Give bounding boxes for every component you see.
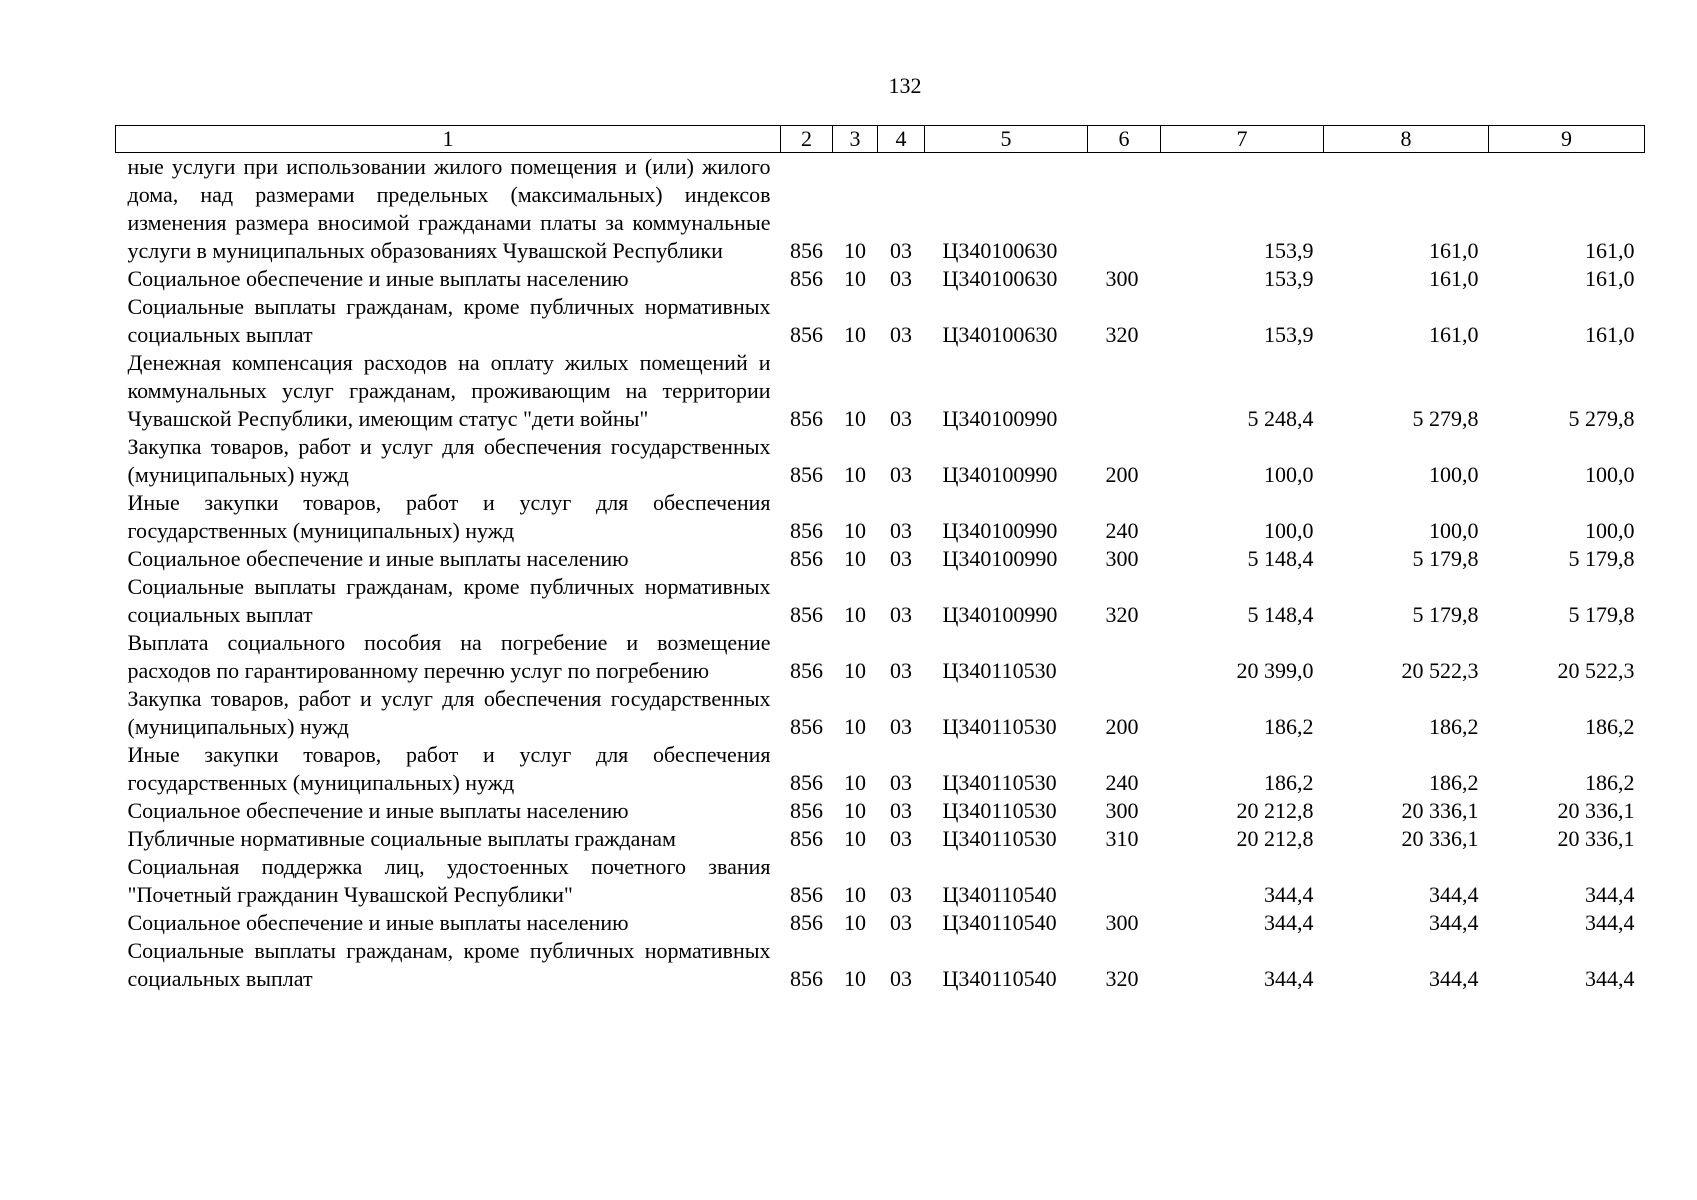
table-row xyxy=(116,433,1645,489)
cell-amount-col8: 344,4 xyxy=(1429,882,1479,907)
cell-amount-col7: 186,2 xyxy=(1264,770,1314,795)
cell-grbs: 856 xyxy=(790,266,823,291)
cell-grbs: 856 xyxy=(790,602,823,627)
budget-table xyxy=(115,125,1645,993)
cell-expense-type xyxy=(1088,629,1161,685)
cell-target-code: Ц340100990 xyxy=(942,518,1058,543)
cell-target-code: Ц340110540 xyxy=(942,966,1057,991)
cell-amount-col8: 5 279,8 xyxy=(1412,406,1479,431)
header-row xyxy=(116,126,1645,153)
cell-grbs: 856 xyxy=(790,770,823,795)
cell-subsection: 03 xyxy=(890,266,912,291)
header-col-6: 6 xyxy=(1088,126,1161,153)
cell-subsection: 03 xyxy=(890,546,912,571)
header-col-3: 3 xyxy=(833,126,878,153)
cell-amount-col7: 100,0 xyxy=(1264,518,1314,543)
cell-amount-col7: 186,2 xyxy=(1264,714,1314,739)
header-col-5: 5 xyxy=(925,126,1088,153)
cell-grbs: 856 xyxy=(790,546,823,571)
cell-amount-col9: 186,2 xyxy=(1585,770,1635,795)
cell-target-code: Ц340100990 xyxy=(942,462,1058,487)
cell-section: 10 xyxy=(844,658,866,683)
cell-expense-type: 300 xyxy=(1105,546,1139,571)
cell-name: Денежная компенсация расходов на оплату жилых помещений и коммунальных услуг гражданам, проживающим на территории Чувашской Республики, имеющим статус "дети войны" xyxy=(127,350,771,431)
cell-section: 10 xyxy=(844,322,866,347)
cell-target-code: Ц340110530 xyxy=(942,714,1057,739)
cell-amount-col8: 20 522,3 xyxy=(1401,658,1479,683)
cell-grbs: 856 xyxy=(790,238,823,263)
cell-name: Иные закупки товаров, работ и услуг для обеспечения государственных (муниципальных) нужд xyxy=(127,742,771,795)
table-row xyxy=(116,573,1645,629)
cell-section: 10 xyxy=(844,826,866,851)
cell-subsection: 03 xyxy=(890,238,912,263)
cell-amount-col8: 100,0 xyxy=(1429,462,1479,487)
cell-subsection: 03 xyxy=(890,826,912,851)
cell-grbs: 856 xyxy=(790,910,823,935)
cell-subsection: 03 xyxy=(890,518,912,543)
cell-amount-col7: 20 212,8 xyxy=(1236,826,1314,851)
cell-amount-col9: 20 522,3 xyxy=(1557,658,1635,683)
cell-subsection: 03 xyxy=(890,966,912,991)
cell-name: Выплата социального пособия на погребение и возмещение расходов по гарантированному перечню услуг по погребению xyxy=(127,630,771,683)
cell-amount-col8: 100,0 xyxy=(1429,518,1479,543)
cell-amount-col8: 186,2 xyxy=(1429,770,1479,795)
table-row xyxy=(116,853,1645,909)
cell-amount-col7: 153,9 xyxy=(1264,238,1314,263)
cell-amount-col7: 344,4 xyxy=(1264,910,1314,935)
header-col-8: 8 xyxy=(1324,126,1489,153)
table-row xyxy=(116,937,1645,993)
cell-expense-type: 240 xyxy=(1105,518,1139,543)
cell-name: Социальное обеспечение и иные выплаты населению xyxy=(127,798,629,823)
cell-section: 10 xyxy=(844,462,866,487)
cell-amount-col9: 161,0 xyxy=(1585,238,1635,263)
table-row xyxy=(116,545,1645,573)
cell-subsection: 03 xyxy=(890,462,912,487)
cell-subsection: 03 xyxy=(890,910,912,935)
cell-amount-col9: 20 336,1 xyxy=(1557,826,1635,851)
cell-amount-col9: 186,2 xyxy=(1585,714,1635,739)
table-row xyxy=(116,797,1645,825)
cell-target-code: Ц340100630 xyxy=(942,322,1058,347)
cell-target-code: Ц340110530 xyxy=(942,658,1057,683)
cell-amount-col8: 344,4 xyxy=(1429,910,1479,935)
cell-amount-col8: 5 179,8 xyxy=(1412,546,1479,571)
table-row xyxy=(116,741,1645,797)
cell-name: Закупка товаров, работ и услуг для обеспечения государственных (муниципальных) нужд xyxy=(127,434,771,487)
cell-section: 10 xyxy=(844,882,866,907)
cell-grbs: 856 xyxy=(790,462,823,487)
cell-amount-col9: 5 179,8 xyxy=(1568,602,1635,627)
cell-amount-col7: 344,4 xyxy=(1264,966,1314,991)
cell-target-code: Ц340100990 xyxy=(942,602,1058,627)
cell-name: Социальное обеспечение и иные выплаты населению xyxy=(127,546,629,571)
table-row xyxy=(116,685,1645,741)
cell-name: Социальные выплаты гражданам, кроме публичных нормативных социальных выплат xyxy=(127,574,771,627)
cell-target-code: Ц340100630 xyxy=(942,266,1058,291)
cell-expense-type: 320 xyxy=(1105,966,1139,991)
cell-amount-col9: 20 336,1 xyxy=(1557,798,1635,823)
cell-section: 10 xyxy=(844,406,866,431)
cell-expense-type: 310 xyxy=(1105,826,1139,851)
cell-amount-col8: 186,2 xyxy=(1429,714,1479,739)
cell-expense-type xyxy=(1088,853,1161,909)
header-col-7: 7 xyxy=(1161,126,1324,153)
cell-target-code: Ц340100990 xyxy=(942,406,1058,431)
cell-amount-col8: 161,0 xyxy=(1429,266,1479,291)
cell-amount-col7: 5 148,4 xyxy=(1247,546,1314,571)
cell-expense-type: 300 xyxy=(1105,266,1139,291)
table-row xyxy=(116,349,1645,433)
page-number: 132 xyxy=(888,73,922,98)
cell-section: 10 xyxy=(844,546,866,571)
cell-grbs: 856 xyxy=(790,714,823,739)
cell-amount-col7: 153,9 xyxy=(1264,322,1314,347)
cell-amount-col9: 5 179,8 xyxy=(1568,546,1635,571)
cell-amount-col7: 20 399,0 xyxy=(1236,658,1314,683)
cell-name: Социальная поддержка лиц, удостоенных почетного звания "Почетный гражданин Чувашской Республики" xyxy=(127,854,771,907)
cell-section: 10 xyxy=(844,714,866,739)
cell-amount-col9: 344,4 xyxy=(1585,966,1635,991)
cell-subsection: 03 xyxy=(890,714,912,739)
cell-section: 10 xyxy=(844,266,866,291)
cell-section: 10 xyxy=(844,966,866,991)
cell-amount-col8: 5 179,8 xyxy=(1412,602,1479,627)
table-row xyxy=(116,489,1645,545)
cell-amount-col7: 153,9 xyxy=(1264,266,1314,291)
table-header xyxy=(116,126,1645,153)
table-body xyxy=(116,153,1645,994)
cell-expense-type xyxy=(1088,153,1161,266)
cell-subsection: 03 xyxy=(890,658,912,683)
cell-amount-col7: 5 248,4 xyxy=(1247,406,1314,431)
cell-grbs: 856 xyxy=(790,406,823,431)
cell-amount-col9: 161,0 xyxy=(1585,266,1635,291)
cell-target-code: Ц340100990 xyxy=(942,546,1058,571)
cell-amount-col7: 5 148,4 xyxy=(1247,602,1314,627)
cell-section: 10 xyxy=(844,798,866,823)
cell-subsection: 03 xyxy=(890,798,912,823)
table-row xyxy=(116,293,1645,349)
cell-amount-col8: 20 336,1 xyxy=(1401,826,1479,851)
cell-expense-type: 200 xyxy=(1105,462,1139,487)
header-col-1: 1 xyxy=(116,126,781,153)
cell-name: Публичные нормативные социальные выплаты гражданам xyxy=(127,826,676,851)
cell-name: Социальное обеспечение и иные выплаты населению xyxy=(127,910,629,935)
cell-grbs: 856 xyxy=(790,882,823,907)
header-col-2: 2 xyxy=(781,126,833,153)
cell-subsection: 03 xyxy=(890,882,912,907)
cell-grbs: 856 xyxy=(790,826,823,851)
cell-name: Социальные выплаты гражданам, кроме публичных нормативных социальных выплат xyxy=(127,294,771,347)
cell-amount-col9: 344,4 xyxy=(1585,882,1635,907)
cell-amount-col9: 100,0 xyxy=(1585,462,1635,487)
cell-expense-type: 300 xyxy=(1105,910,1139,935)
header-col-9: 9 xyxy=(1489,126,1645,153)
cell-amount-col8: 161,0 xyxy=(1429,322,1479,347)
cell-grbs: 856 xyxy=(790,966,823,991)
cell-amount-col7: 20 212,8 xyxy=(1236,798,1314,823)
table-row xyxy=(116,265,1645,293)
cell-expense-type: 200 xyxy=(1105,714,1139,739)
cell-name: Иные закупки товаров, работ и услуг для обеспечения государственных (муниципальных) нужд xyxy=(127,490,771,543)
cell-section: 10 xyxy=(844,602,866,627)
table-row xyxy=(116,153,1645,266)
cell-expense-type: 320 xyxy=(1105,602,1139,627)
cell-target-code: Ц340110540 xyxy=(942,882,1057,907)
cell-section: 10 xyxy=(844,910,866,935)
cell-section: 10 xyxy=(844,238,866,263)
table-row xyxy=(116,909,1645,937)
cell-target-code: Ц340110540 xyxy=(942,910,1057,935)
cell-section: 10 xyxy=(844,518,866,543)
cell-grbs: 856 xyxy=(790,658,823,683)
table-row xyxy=(116,825,1645,853)
table-row xyxy=(116,629,1645,685)
cell-section: 10 xyxy=(844,770,866,795)
cell-expense-type: 320 xyxy=(1105,322,1139,347)
cell-amount-col8: 344,4 xyxy=(1429,966,1479,991)
header-col-4: 4 xyxy=(878,126,925,153)
cell-amount-col8: 20 336,1 xyxy=(1401,798,1479,823)
cell-target-code: Ц340110530 xyxy=(942,826,1057,851)
cell-name: Закупка товаров, работ и услуг для обеспечения государственных (муниципальных) нужд xyxy=(127,686,771,739)
cell-amount-col8: 161,0 xyxy=(1429,238,1479,263)
cell-grbs: 856 xyxy=(790,518,823,543)
cell-subsection: 03 xyxy=(890,406,912,431)
cell-target-code: Ц340110530 xyxy=(942,798,1057,823)
cell-expense-type xyxy=(1088,349,1161,433)
cell-amount-col7: 100,0 xyxy=(1264,462,1314,487)
cell-subsection: 03 xyxy=(890,770,912,795)
cell-amount-col9: 5 279,8 xyxy=(1568,406,1635,431)
cell-amount-col7: 344,4 xyxy=(1264,882,1314,907)
cell-name: Социальные выплаты гражданам, кроме публичных нормативных социальных выплат xyxy=(127,938,771,991)
cell-name: Социальное обеспечение и иные выплаты населению xyxy=(127,266,629,291)
cell-grbs: 856 xyxy=(790,798,823,823)
cell-amount-col9: 161,0 xyxy=(1585,322,1635,347)
cell-subsection: 03 xyxy=(890,602,912,627)
cell-subsection: 03 xyxy=(890,322,912,347)
cell-target-code: Ц340100630 xyxy=(942,238,1058,263)
cell-amount-col9: 100,0 xyxy=(1585,518,1635,543)
cell-expense-type: 300 xyxy=(1105,798,1139,823)
cell-expense-type: 240 xyxy=(1105,770,1139,795)
cell-grbs: 856 xyxy=(790,322,823,347)
cell-name: ные услуги при использовании жилого помещения и (или) жилого дома, над размерами предельных (максимальных) индексов изменения размера вносимой гражданами платы за коммунальные услуги в муниципальных образованиях Чувашской Республики xyxy=(127,154,771,263)
cell-target-code: Ц340110530 xyxy=(942,770,1057,795)
cell-amount-col9: 344,4 xyxy=(1585,910,1635,935)
